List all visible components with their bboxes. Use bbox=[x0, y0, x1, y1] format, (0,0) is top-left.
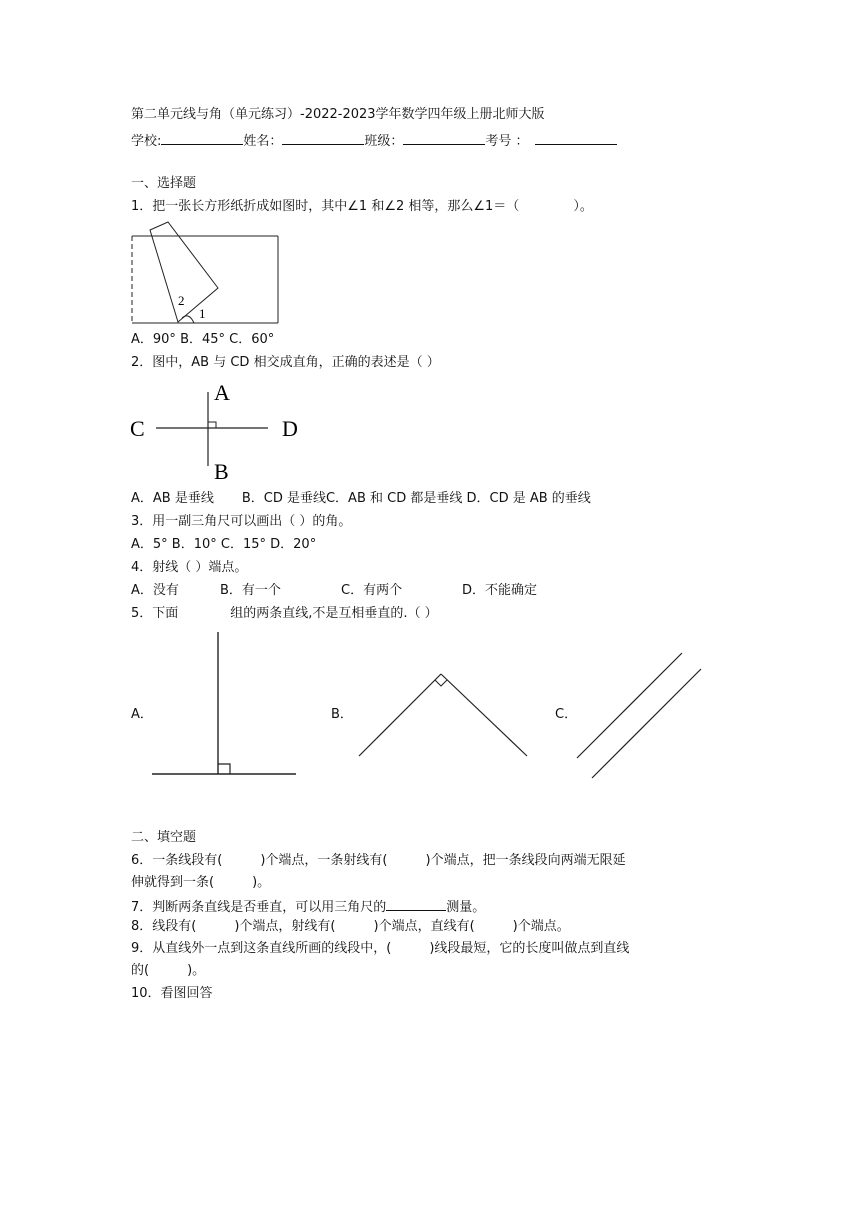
question-8-part-c: )个端点，直线有( bbox=[373, 919, 475, 934]
point-a-label: A bbox=[214, 380, 230, 405]
figure-5c-parallel bbox=[574, 648, 706, 782]
point-c-label: C bbox=[130, 416, 145, 441]
angle-1-label: 1 bbox=[199, 306, 206, 321]
question-6-part-b: )个端点，一条射线有( bbox=[260, 853, 388, 868]
figure-5b-right-angle bbox=[355, 668, 531, 760]
question-9-part-d: )。 bbox=[187, 963, 206, 978]
question-4-option-c[interactable]: C．有两个 bbox=[341, 583, 403, 598]
name-label: 姓名： bbox=[243, 134, 283, 149]
name-blank[interactable] bbox=[282, 130, 364, 145]
point-b-label: B bbox=[214, 459, 229, 484]
angle-2-label: 2 bbox=[178, 293, 185, 308]
question-7-blank[interactable] bbox=[386, 896, 446, 911]
question-6-part-d: 伸就得到一条( bbox=[131, 875, 215, 890]
question-7-part-a: 7．判断两条直线是否垂直，可以用三角尺的 bbox=[131, 900, 387, 915]
question-5-label-c[interactable]: C． bbox=[555, 707, 578, 722]
figure-5a-perpendicular bbox=[150, 630, 300, 780]
question-4-option-b[interactable]: B．有一个 bbox=[220, 583, 281, 598]
question-4-option-a[interactable]: A．没有 bbox=[131, 583, 179, 598]
question-10: 10．看图回答 bbox=[131, 986, 213, 1001]
question-7-part-b: 测量。 bbox=[446, 900, 486, 915]
question-1-close: ）。 bbox=[573, 199, 593, 214]
question-6-line-1 bbox=[131, 852, 626, 870]
perpendicular-lines-figure bbox=[128, 380, 308, 484]
question-5-text-end: 组的两条直线,不是互相垂直的.（ ） bbox=[230, 606, 438, 621]
question-7 bbox=[131, 896, 485, 917]
question-8-part-a: 8．线段有( bbox=[131, 919, 197, 934]
question-9-line-2 bbox=[131, 962, 205, 980]
question-8-part-d: )个端点。 bbox=[512, 919, 570, 934]
question-1-text: 1．把一张长方形纸折成如图时，其中∠1 和∠2 相等，那么∠1＝（ bbox=[131, 199, 520, 214]
question-5-text-start: 5．下面 bbox=[131, 606, 179, 621]
question-6-line-2 bbox=[131, 874, 270, 892]
question-5-label-b[interactable]: B． bbox=[331, 707, 353, 722]
question-5-text bbox=[131, 605, 438, 623]
question-2-options[interactable] bbox=[131, 490, 591, 508]
question-2-text: 2．图中，AB 与 CD 相交成直角，正确的表述是（ ） bbox=[131, 355, 440, 370]
question-5-label-a[interactable]: A． bbox=[131, 707, 153, 722]
document-title: 第二单元线与角（单元练习）-2022-2023学年数学四年级上册北师大版 bbox=[131, 107, 545, 122]
question-4-option-d[interactable]: D．不能确定 bbox=[462, 583, 538, 598]
class-label: 班级： bbox=[364, 134, 404, 149]
question-1 bbox=[131, 198, 593, 216]
school-blank[interactable] bbox=[161, 130, 243, 145]
question-3-options[interactable]: A．5° B．10° C．15° D．20° bbox=[131, 537, 317, 552]
question-9-part-a: 9．从直线外一点到这条直线所画的线段中，( bbox=[131, 941, 392, 956]
student-info-line bbox=[131, 130, 617, 151]
question-6-part-a: 6．一条线段有( bbox=[131, 853, 223, 868]
question-9-line-1 bbox=[131, 940, 629, 958]
question-2-option-b[interactable]: B．CD 是垂线C．AB 和 CD 都是垂线 D．CD 是 AB 的垂线 bbox=[241, 491, 591, 506]
point-d-label: D bbox=[282, 416, 298, 441]
question-9-part-c: 的( bbox=[131, 963, 150, 978]
class-blank[interactable] bbox=[403, 130, 485, 145]
question-3-text: 3．用一副三角尺可以画出（ ）的角。 bbox=[131, 514, 352, 529]
section-title-choice: 一、选择题 bbox=[131, 176, 197, 191]
question-4-text: 4．射线（ ）端点。 bbox=[131, 560, 248, 575]
question-6-part-e: )。 bbox=[252, 875, 271, 890]
exam-number-label: 考号 ： bbox=[485, 134, 529, 149]
question-2-option-a[interactable]: A．AB 是垂线 bbox=[131, 491, 214, 506]
exam-number-blank[interactable] bbox=[535, 130, 617, 145]
question-6-part-c: )个端点，把一条线段向两端无限延 bbox=[425, 853, 626, 868]
section-title-fill-in: 二、填空题 bbox=[131, 830, 197, 845]
question-8 bbox=[131, 918, 570, 936]
school-label: 学校: bbox=[131, 134, 162, 149]
folded-rectangle-figure bbox=[130, 222, 282, 326]
question-1-options[interactable]: A．90° B．45° C．60° bbox=[131, 332, 275, 347]
question-9-part-b: )线段最短，它的长度叫做点到直线 bbox=[429, 941, 630, 956]
question-8-part-b: )个端点，射线有( bbox=[234, 919, 336, 934]
